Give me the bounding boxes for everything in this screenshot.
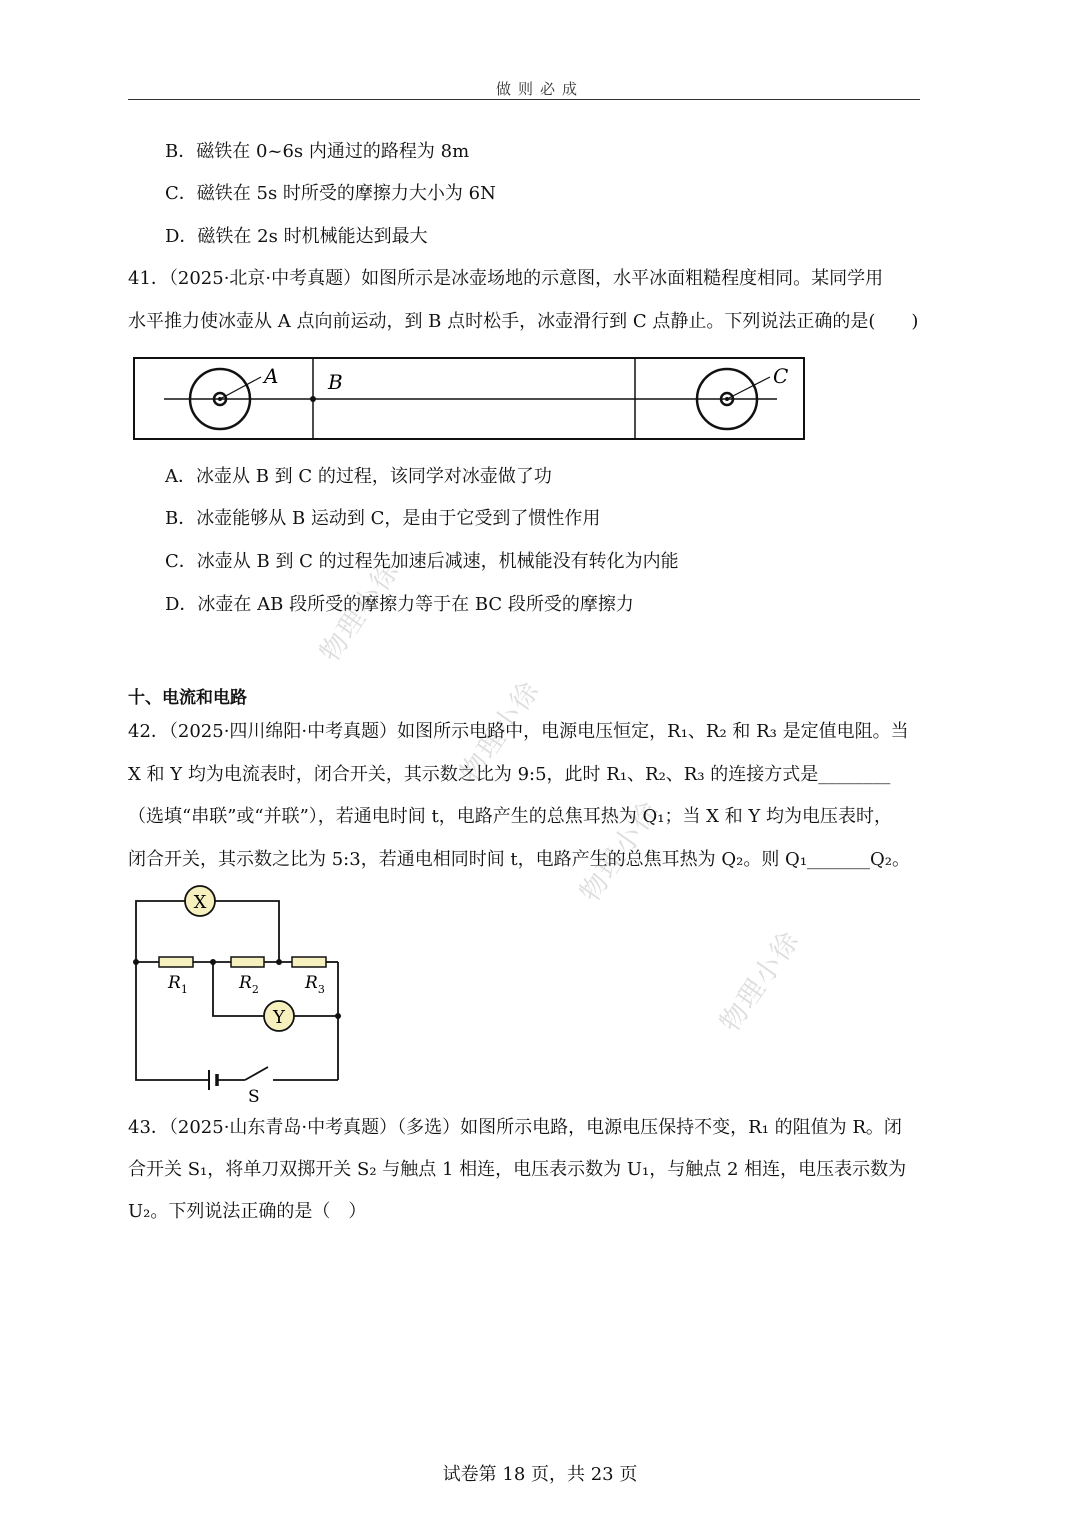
label-c: C [773, 364, 789, 388]
junction-dot [133, 959, 139, 965]
r1-label: R [168, 973, 181, 993]
resistor-r2 [231, 957, 264, 967]
resistor-r1 [159, 957, 193, 967]
q41-option-c: C．冰壶从 B 到 C 的过程先加速后减速，机械能没有转化为内能 [165, 551, 679, 572]
label-a: A [264, 364, 279, 388]
q40-option-c: C．磁铁在 5s 时所受的摩擦力大小为 6N [165, 183, 496, 204]
label-a-leader [220, 377, 261, 399]
page-header-title: 做则必成 [495, 80, 584, 98]
q43-stem-line3: U₂。下列说法正确的是（ ） [128, 1201, 367, 1222]
r3-subscript: 3 [317, 983, 325, 996]
q42-stem-line3: （选填“串联”或“并联”），若通电时间 t，电路产生的总焦耳热为 Q₁；当 X 和 Y 均为电压表时， [128, 806, 893, 827]
circuit-diagram [125, 880, 355, 1105]
switch-label: S [248, 1087, 260, 1105]
q40-option-d: D．磁铁在 2s 时机械能达到最大 [165, 226, 428, 247]
r2-subscript: 2 [251, 983, 259, 996]
watermark: 物理小徐 [574, 794, 667, 908]
watermark: 物理小徐 [454, 674, 547, 788]
watermark: 物理小徐 [714, 924, 807, 1038]
junction-dot [276, 959, 282, 965]
curling-rink-figure [130, 355, 810, 445]
resistor-r3 [292, 957, 326, 967]
svg-text:R3 [304, 973, 325, 996]
svg-text:R2 [238, 973, 259, 996]
meter-y-label: Y [273, 1007, 285, 1028]
q40-option-b: B．磁铁在 0~6s 内通过的路程为 8m [165, 141, 470, 162]
q41-option-d: D．冰壶在 AB 段所受的摩擦力等于在 BC 段所受的摩擦力 [165, 594, 634, 615]
label-c-leader [727, 377, 770, 399]
point-b-dot [310, 396, 316, 402]
q41-stem-line2: 水平推力使冰壶从 A 点向前运动，到 B 点时松手，冰壶滑行到 C 点静止。下列说法正确的是( ) [128, 311, 919, 332]
label-b: B [328, 370, 343, 394]
page-footer: 试卷第 18 页，共 23 页 [442, 1464, 638, 1485]
watermark: 物理小徐 [314, 554, 407, 668]
q41-option-a: A．冰壶从 B 到 C 的过程，该同学对冰壶做了功 [165, 466, 552, 487]
q41-option-b: B．冰壶能够从 B 运动到 C，是由于它受到了惯性作用 [165, 508, 601, 529]
r1-subscript: 1 [180, 983, 188, 996]
r3-label: R [305, 973, 318, 993]
q42-stem-line2: X 和 Y 均为电流表时，闭合开关，其示数之比为 9:5，此时 R₁、R₂、R₃ 的连接方式是________ [128, 764, 891, 785]
q42-stem-line4: 闭合开关，其示数之比为 5:3，若通电相同时间 t，电路产生的总焦耳热为 Q₂。则 Q₁_______Q₂。 [128, 849, 911, 870]
q42-stem-line1: 42．（2025·四川绵阳·中考真题）如图所示电路中，电源电压恒定，R₁、R₂ 和 R₃ 是定值电阻。当 [128, 721, 909, 742]
q43-stem-line1: 43．（2025·山东青岛·中考真题）（多选）如图所示电路，电源电压保持不变，R₁ 的阻值为 R。闭 [128, 1117, 902, 1138]
junction-dot [335, 1013, 341, 1019]
svg-text:R1 [167, 973, 188, 996]
header-rule [128, 99, 920, 100]
q43-stem-line2: 合开关 S₁，将单刀双掷开关 S₂ 与触点 1 相连，电压表示数为 U₁，与触点 2 相连，电压表示数为 [128, 1159, 907, 1180]
junction-dot [210, 959, 216, 965]
section-title: 十、电流和电路 [128, 688, 247, 708]
q41-stem-line1: 41．（2025·北京·中考真题）如图所示是冰壶场地的示意图，水平冰面粗糙程度相同。某同学用 [128, 268, 884, 289]
r2-label: R [239, 973, 252, 993]
meter-x-label: X [193, 892, 207, 913]
